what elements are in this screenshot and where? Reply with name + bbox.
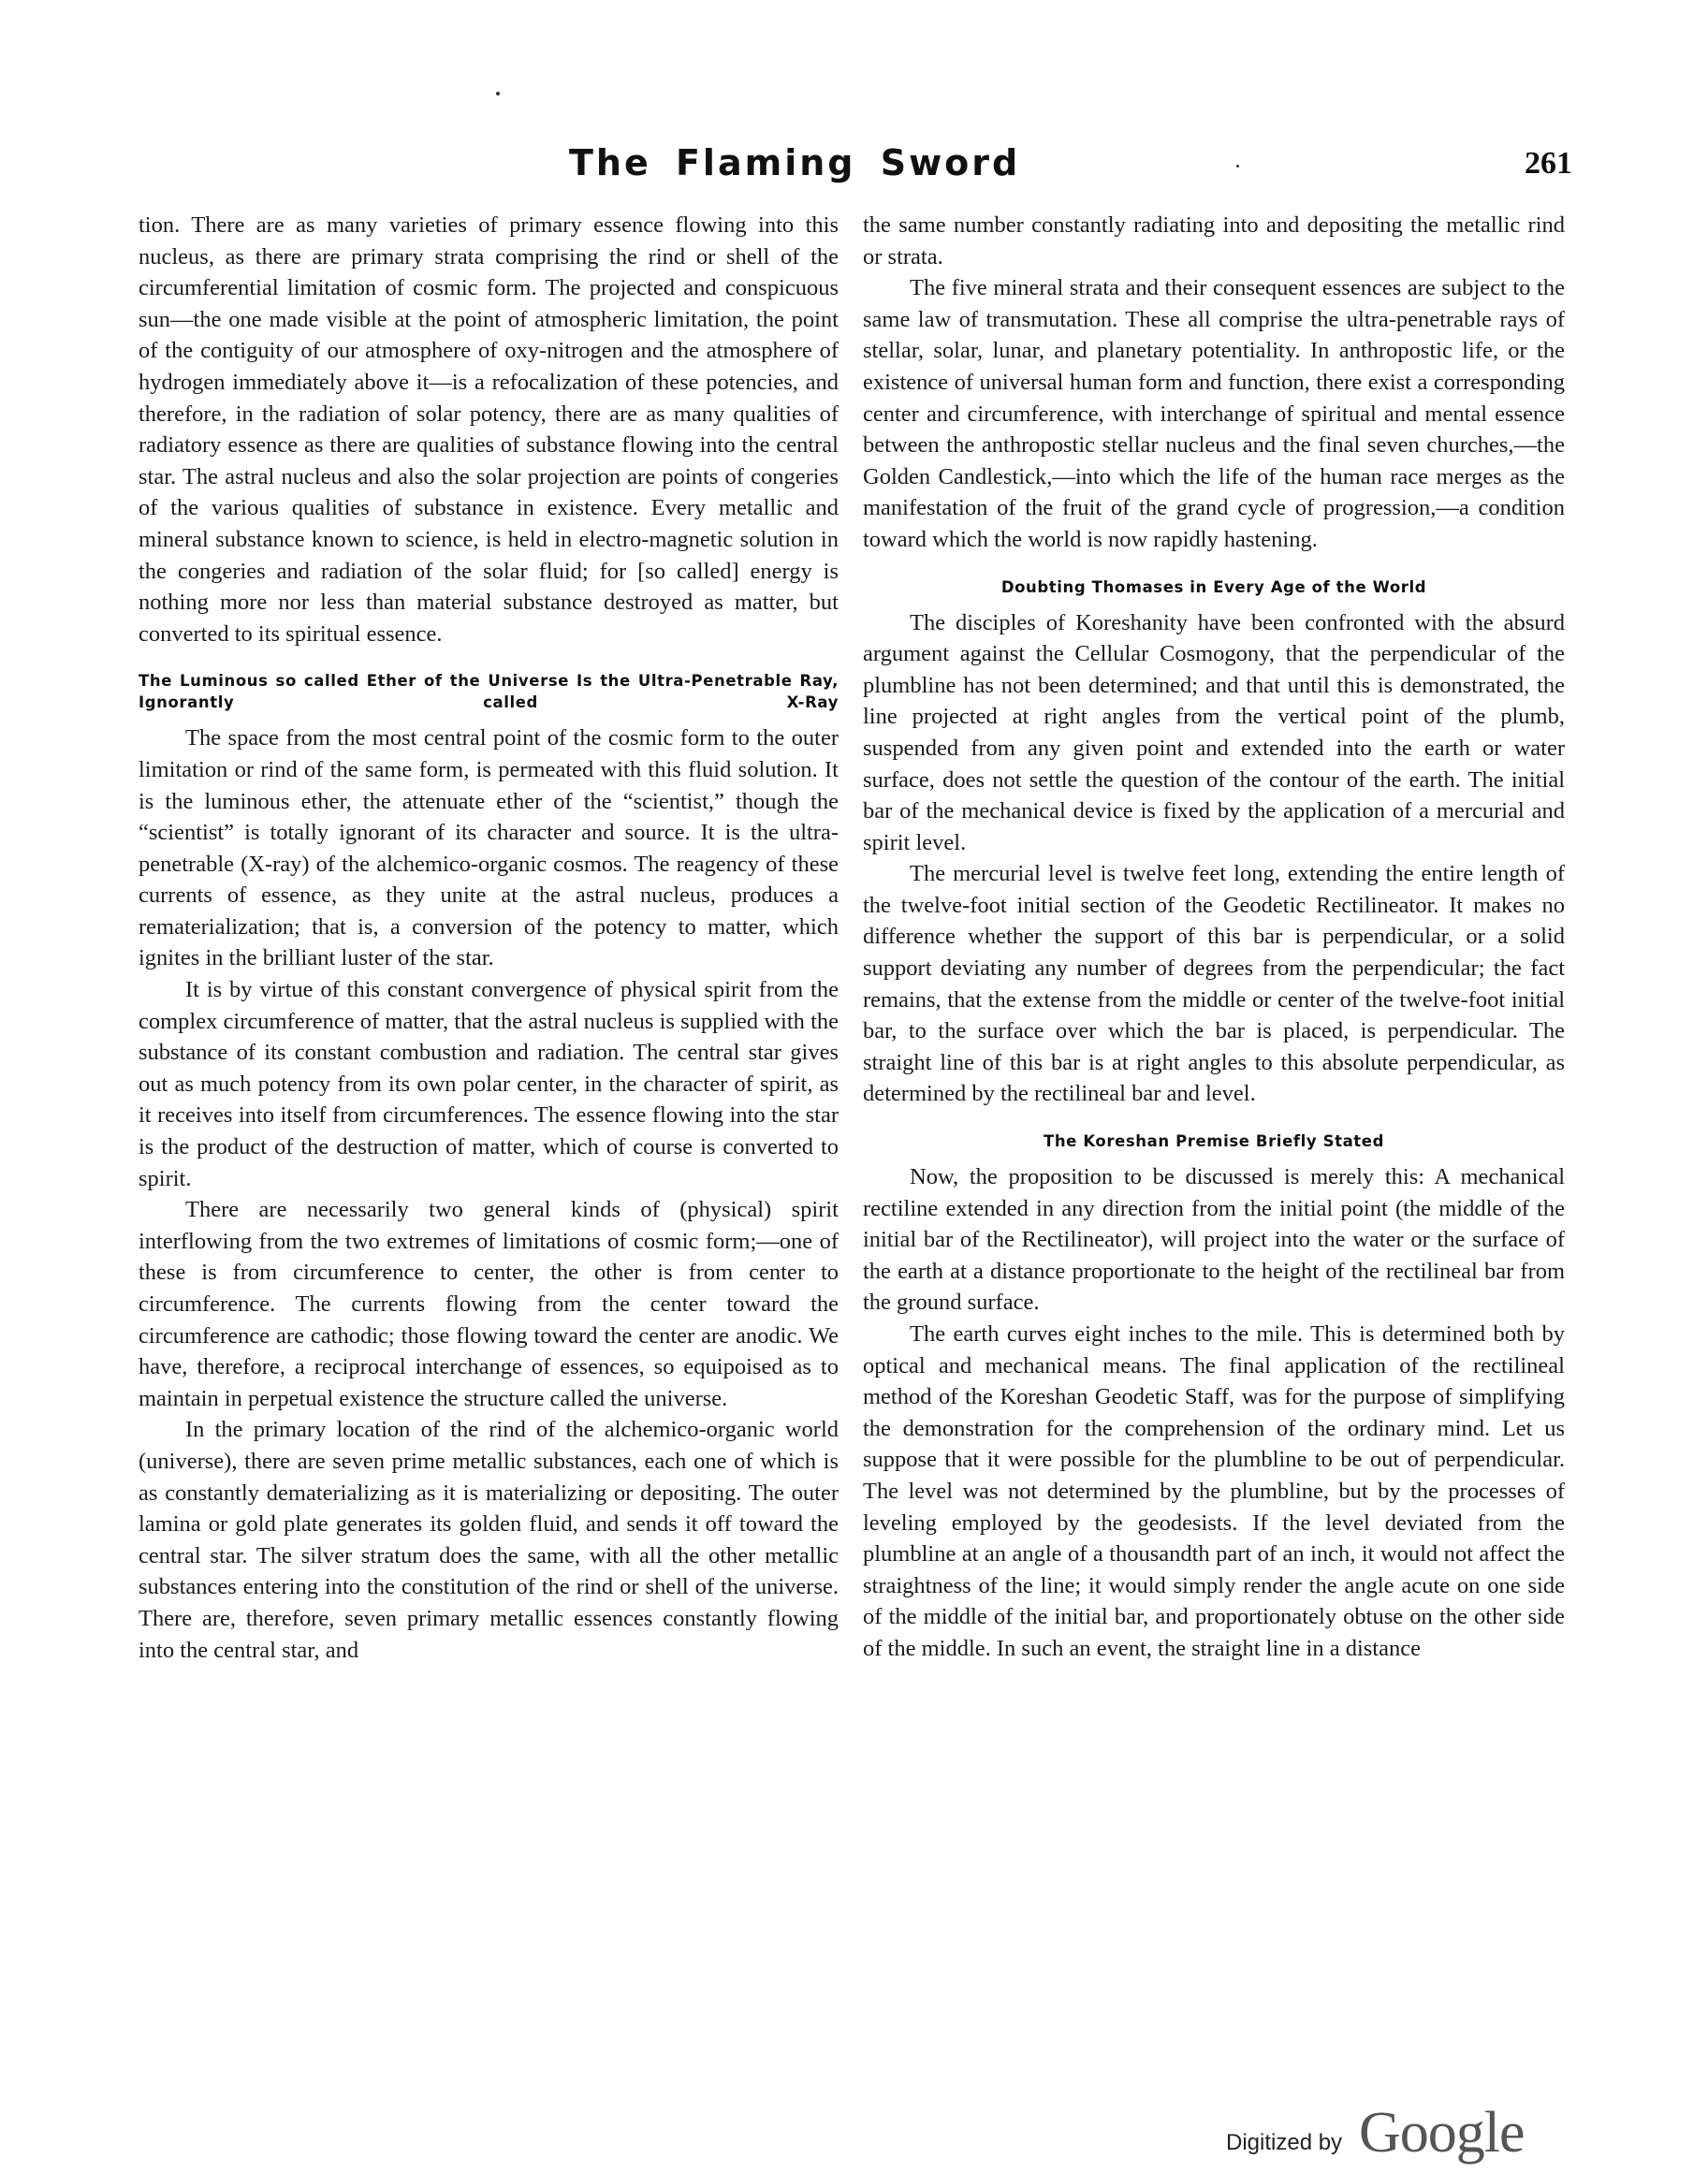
running-header — [140, 142, 1572, 189]
paragraph: The disciples of Koreshanity have been confronted with the absurd argument against the Cellular Cosmogony, that the perpendicular of the plumbline has not been determined; and that until this is demonstrated, the line projected at right angles from the vertical point of the plumb, suspended from any given point and extended into the earth or water surface, does not settle the question of the contour of the earth. The initial bar of the mechanical device is fixed by the application of a mercurial and spirit level. — [863, 609, 1565, 855]
paragraph: Now, the proposition to be discussed is merely this: A mechanical rectiline extended in any direction from the initial point (the middle of the initial bar of the Rectilineator), will project into the water or the surface of the earth at a distance proportionate to the height of the rectilineal bar from the ground surface. — [863, 1164, 1565, 1316]
section-heading: Doubting Thomases in Every Age of the World — [1000, 577, 1427, 596]
left-column — [139, 210, 839, 1666]
paragraph: The earth curves eight inches to the mile. This is determined both by optical and mechanical means. The final application of the rectilineal method of the Koreshan Geodetic Staff, was for the purpose of simplifying the demonstration for the comprehension of the ordinary mind. Let us suppose that it were possible for the plumbline to be out of perpendicular. The level was not determined by the plumbline, but by the processes of leveling employed by the geodesists. If the level deviated from the plumbline at an angle of a thousandth part of an inch, it would not affect the straightness of the line; it would simply render the angle acute on one side of the middle of the initial bar, and proportionately obtuse on the other side of the middle. In such an event, the straight line in a distance — [863, 1321, 1565, 1661]
google-logo: Google — [1359, 2101, 1525, 2165]
paragraph: The space from the most central point of the cosmic form to the outer limitation or rind of the same form, is permeated with this fluid solution. It is the luminous ether, the attenuate ether of the “scientist,” though the “scientist” is totally ignorant of its character and source. It is the ultra-penetrable (X-ray) of the alchemico-organic cosmos. The reagency of these currents of essence, as they unite at the astral nucleus, produces a rematerialization; that is, a conversion of the potency to matter, which ignites in the brilliant luster of the star. — [139, 725, 839, 971]
right-column — [863, 210, 1565, 1665]
watermark-prefix: Digitized by — [1226, 2130, 1343, 2155]
page-number: 261 — [1525, 146, 1572, 181]
paragraph: the same number constantly radiating into and depositing the metallic rind or strata. — [863, 212, 1565, 270]
paragraph: The mercurial level is twelve feet long, extending the entire length of the twelve-foot initial section of the Geodetic Rectilineator. It makes no difference whether the support of this bar is perpendicular, or a solid support deviating any number of degrees from the perpendicular; the fact remains, that the extense from the middle or center of the twelve-foot initial bar, to the surface over which the bar is placed, is perpendicular. The straight line of this bar is at right angles to this absolute perpendicular, as determined by the rectilineal bar and level. — [863, 861, 1565, 1107]
ink-speck — [496, 92, 500, 95]
paragraph: It is by virtue of this constant convergence of physical spirit from the complex circumference of matter, that the astral nucleus is supplied with the substance of its constant combustion and radiation. The central star gives out as much potency from its own polar center, in the character of spirit, as it receives into itself from circumferences. The essence flowing into the star is the product of the destruction of matter, which of course is converted to spirit. — [139, 977, 839, 1191]
section-heading: The Luminous so called Ether of the Universe Is the Ultra-Penetrable Ray, Ignorantly called X-Ray — [139, 672, 839, 712]
paragraph: There are necessarily two general kinds of (physical) spirit interflowing from the two extremes of limitations of cosmic form;—one of these is from circumference to center, the other is from center to circumference. The currents flowing from the center toward the circumference are cathodic; those flowing toward the center are anodic. We have, therefore, a reciprocal interchange of essences, so equipoised as to maintain in perpetual existence the structure called the universe. — [139, 1197, 839, 1411]
paragraph: The five mineral strata and their consequent essences are subject to the same law of transmutation. These all comprise the ultra-penetrable rays of stellar, solar, lunar, and planetary potentiality. In anthropostic life, or the existence of universal human form and function, there exist a corresponding center and circumference, with interchange of spiritual and mental essence between the anthropostic stellar nucleus and the final seven churches,—the Golden Candlestick,—into which the life of the human race merges as the manifestation of the fruit of the grand cycle of progression,—a condition toward which the world is now rapidly hastening. — [863, 275, 1565, 552]
section-heading: The Koreshan Premise Briefly Stated — [1043, 1132, 1384, 1151]
paragraph: tion. There are as many varieties of primary essence flowing into this nucleus, as there are primary strata comprising the rind or shell of the circumferential limitation of cosmic form. The projected and conspicuous sun—the one made visible at the point of atmospheric limitation, the point of the contiguity of our atmosphere of oxy-nitrogen and the atmosphere of hydrogen immediately above it—is a refocalization of these potencies, and therefore, in the radiation of solar potency, there are as many qualities of radiatory essence as there are qualities of substance flowing into the central star. The astral nucleus and also the solar projection are points of congeries of the various qualities of substance in existence. Every metallic and mineral substance known to science, is held in electro-magnetic solution in the congeries and radiation of the solar fluid; for [so called] energy is nothing more nor less than material substance destroyed as matter, but converted to its spiritual essence. — [139, 212, 839, 647]
paragraph: In the primary location of the rind of the alchemico-organic world (universe), there are seven prime metallic substances, each one of which is as constantly dematerializing as it is materializing or depositing. The outer lamina or gold plate generates its golden fluid, and sends it off toward the central star. The silver stratum does the same, with all the other metallic substances entering into the constitution of the rind or shell of the universe. There are, therefore, seven primary metallic essences constantly flowing into the central star, and — [139, 1417, 839, 1663]
digitized-watermark — [1226, 2101, 1582, 2171]
page-title: The Flaming Sword — [569, 142, 1021, 183]
